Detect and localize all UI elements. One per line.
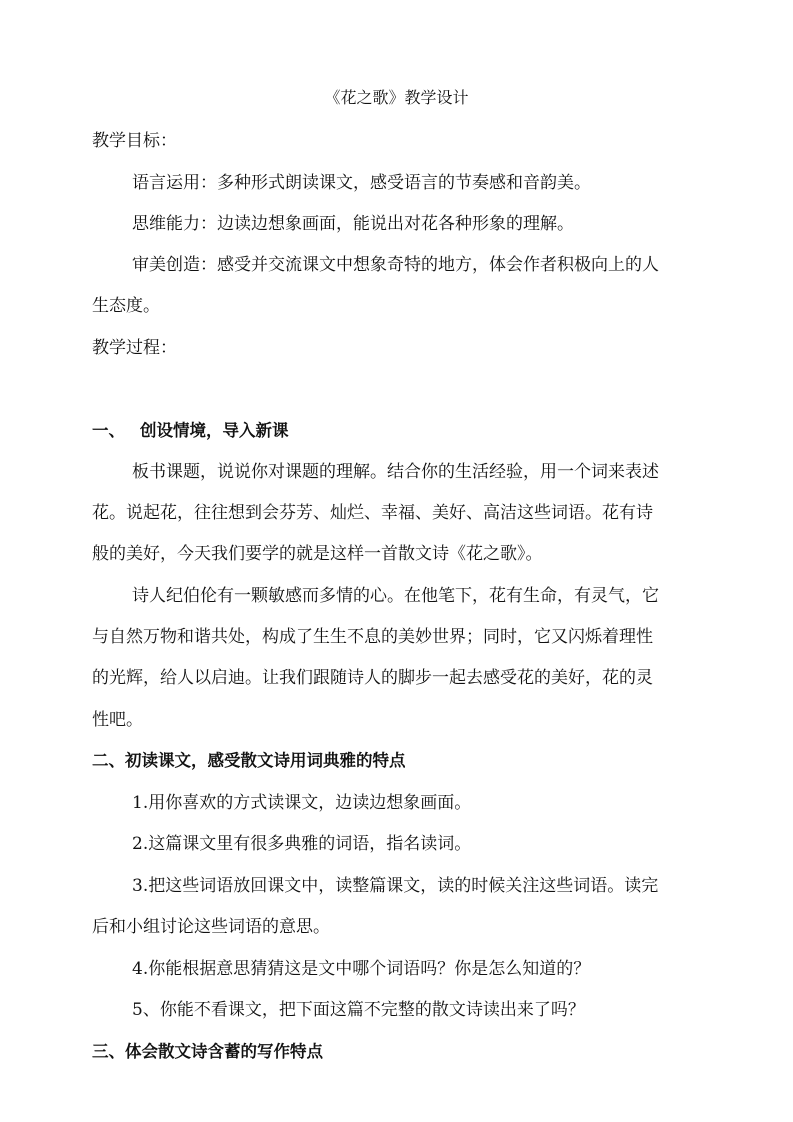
objective-thinking: 思维能力：边读边想象画面，能说出对花各种形象的理解。 [132, 214, 574, 234]
objective-aesthetic: 审美创造：感受并交流课文中想象奇特的地方，体会作者积极向上的人 [132, 255, 659, 275]
list-item-continued: 后和小组讨论这些词语的意思。 [92, 917, 330, 937]
list-item: 4.你能根据意思猜猜这是文中哪个词语吗？你是怎么知道的？ [132, 959, 591, 979]
section-number-1: 一、 [92, 421, 125, 440]
document-title: 《花之歌》教学设计 [324, 88, 469, 107]
objective-aesthetic-continued: 生态度。 [92, 296, 160, 316]
paragraph-line: 性吧。 [92, 710, 143, 730]
paragraph-line: 般的美好，今天我们要学的就是这样一首散文诗《花之歌》。 [92, 544, 543, 564]
objective-language: 语言运用：多种形式朗读课文，感受语言的节奏感和音韵美。 [132, 173, 591, 193]
list-item: 2.这篇课文里有很多典雅的词语，指名读词。 [132, 834, 472, 854]
section-title-1: 创设情境，导入新课 [140, 421, 289, 440]
section-heading-2: 二、初读课文，感受散文诗用词典雅的特点 [92, 751, 406, 770]
list-item: 1.用你喜欢的方式读课文，边读边想象画面。 [132, 793, 472, 813]
paragraph-line: 与自然万物和谐共处，构成了生生不息的美妙世界；同时，它又闪烁着理性 [92, 627, 653, 647]
paragraph-line: 的光辉，给人以启迪。让我们跟随诗人的脚步一起去感受花的美好，花的灵 [92, 668, 653, 688]
section-heading-1 [0, 421, 793, 441]
paragraph-line: 板书课题，说说你对课题的理解。结合你的生活经验，用一个词来表述 [132, 462, 659, 482]
objectives-label: 教学目标： [92, 131, 177, 151]
section-heading-3: 三、体会散文诗含蓄的写作特点 [92, 1042, 323, 1061]
paragraph-line: 花。说起花，往往想到会芬芳、灿烂、幸福、美好、高洁这些词语。花有诗 [92, 503, 653, 523]
list-item: 3.把这些词语放回课文中，读整篇课文，读的时候关注这些词语。读完 [132, 876, 659, 896]
list-item: 5、你能不看课文，把下面这篇不完整的散文诗读出来了吗？ [132, 1000, 585, 1020]
process-label: 教学过程： [92, 338, 177, 358]
paragraph-line: 诗人纪伯伦有一颗敏感而多情的心。在他笔下，花有生命，有灵气，它 [132, 586, 659, 606]
